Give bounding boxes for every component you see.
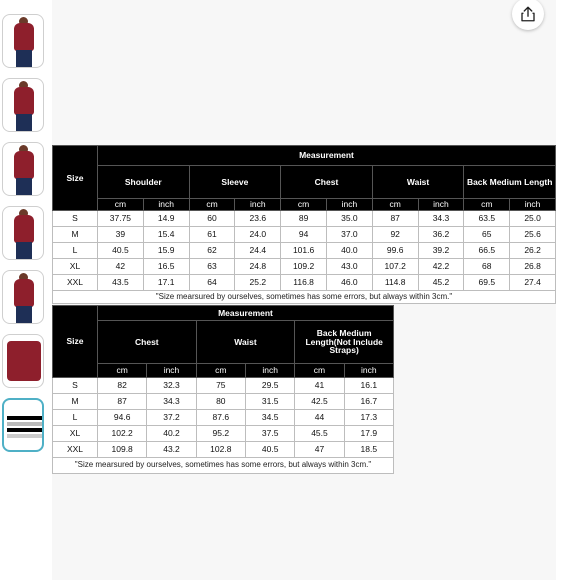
shirt-detail-image (7, 341, 41, 381)
mini-size-chart (7, 416, 43, 438)
value-cell: 16.7 (344, 394, 393, 410)
value-cell: 26.2 (510, 243, 556, 259)
measurement-header: Measurement (98, 306, 394, 321)
value-cell: 65 (464, 227, 510, 243)
value-cell: 114.8 (372, 275, 418, 291)
value-cell: 14.9 (143, 211, 189, 227)
value-cell: 63 (189, 259, 235, 275)
value-cell: 95.2 (196, 426, 245, 442)
size-chart-table-1 (52, 145, 556, 304)
column-header: Back Medium Length(Not Include Straps) (295, 321, 394, 364)
unit-header: inch (143, 199, 189, 211)
size-cell: S (53, 211, 98, 227)
value-cell: 109.2 (281, 259, 327, 275)
column-header: Sleeve (189, 166, 281, 199)
size-cell: L (53, 410, 98, 426)
size-header: Size (53, 146, 98, 211)
unit-header: cm (189, 199, 235, 211)
value-cell: 40.2 (147, 426, 196, 442)
unit-header: inch (326, 199, 372, 211)
value-cell: 27.4 (510, 275, 556, 291)
value-cell: 64 (189, 275, 235, 291)
value-cell: 42 (98, 259, 144, 275)
table-row (53, 227, 556, 243)
table-row (53, 426, 394, 442)
jeans-image (16, 114, 32, 131)
value-cell: 15.9 (143, 243, 189, 259)
value-cell: 32.3 (147, 378, 196, 394)
thumbnail-4[interactable] (2, 206, 44, 260)
value-cell: 42.5 (295, 394, 344, 410)
value-cell: 101.6 (281, 243, 327, 259)
value-cell: 18.5 (344, 442, 393, 458)
value-cell: 87.6 (196, 410, 245, 426)
value-cell: 40.0 (326, 243, 372, 259)
shirt-image (14, 279, 34, 307)
size-cell: S (53, 378, 98, 394)
value-cell: 94.6 (98, 410, 147, 426)
size-note: "Size mearsured by ourselves, sometimes has some errors, but always within 3cm." (53, 291, 556, 304)
size-cell: XL (53, 426, 98, 442)
value-cell: 25.0 (510, 211, 556, 227)
value-cell: 68 (464, 259, 510, 275)
shirt-image (14, 87, 34, 115)
table1-body (53, 211, 556, 291)
value-cell: 26.8 (510, 259, 556, 275)
column-header: Waist (372, 166, 464, 199)
thumbnail-strip (2, 14, 48, 462)
value-cell: 15.4 (143, 227, 189, 243)
value-cell: 82 (98, 378, 147, 394)
jeans-image (16, 50, 32, 67)
value-cell: 92 (372, 227, 418, 243)
unit-header: inch (418, 199, 464, 211)
value-cell: 47 (295, 442, 344, 458)
shirt-image (14, 151, 34, 179)
value-cell: 116.8 (281, 275, 327, 291)
measurement-header: Measurement (98, 146, 556, 166)
unit-header: cm (98, 364, 147, 378)
value-cell: 94 (281, 227, 327, 243)
value-cell: 25.6 (510, 227, 556, 243)
value-cell: 89 (281, 211, 327, 227)
value-cell: 43.5 (98, 275, 144, 291)
size-cell: XXL (53, 442, 98, 458)
size-cell: L (53, 243, 98, 259)
value-cell: 39.2 (418, 243, 464, 259)
value-cell: 62 (189, 243, 235, 259)
value-cell: 45.2 (418, 275, 464, 291)
value-cell: 24.0 (235, 227, 281, 243)
value-cell: 43.0 (326, 259, 372, 275)
value-cell: 102.8 (196, 442, 245, 458)
value-cell: 61 (189, 227, 235, 243)
unit-header: cm (295, 364, 344, 378)
value-cell: 45.5 (295, 426, 344, 442)
thumbnail-6[interactable] (2, 334, 44, 388)
value-cell: 34.5 (245, 410, 294, 426)
size-note: "Size mearsured by ourselves, sometimes has some errors, but always within 3cm." (53, 458, 394, 474)
column-header: Shoulder (98, 166, 190, 199)
value-cell: 39 (98, 227, 144, 243)
value-cell: 46.0 (326, 275, 372, 291)
value-cell: 25.2 (235, 275, 281, 291)
value-cell: 17.1 (143, 275, 189, 291)
value-cell: 37.0 (326, 227, 372, 243)
size-cell: M (53, 227, 98, 243)
value-cell: 36.2 (418, 227, 464, 243)
column-header: Back Medium Length (464, 166, 556, 199)
unit-header: inch (510, 199, 556, 211)
value-cell: 102.2 (98, 426, 147, 442)
value-cell: 40.5 (98, 243, 144, 259)
value-cell: 37.5 (245, 426, 294, 442)
unit-header: cm (281, 199, 327, 211)
column-header: Chest (98, 321, 197, 364)
unit-header: cm (464, 199, 510, 211)
value-cell: 107.2 (372, 259, 418, 275)
value-cell: 75 (196, 378, 245, 394)
value-cell: 42.2 (418, 259, 464, 275)
thumbnail-7-size-chart[interactable] (2, 398, 44, 452)
column-header: Chest (281, 166, 373, 199)
table-row (53, 378, 394, 394)
size-cell: XXL (53, 275, 98, 291)
thumbnail-1[interactable] (2, 14, 44, 68)
table2-body (53, 378, 394, 458)
value-cell: 16.5 (143, 259, 189, 275)
value-cell: 31.5 (245, 394, 294, 410)
value-cell: 17.9 (344, 426, 393, 442)
size-cell: XL (53, 259, 98, 275)
value-cell: 63.5 (464, 211, 510, 227)
value-cell: 34.3 (147, 394, 196, 410)
thumbnail-5[interactable] (2, 270, 44, 324)
value-cell: 29.5 (245, 378, 294, 394)
table-row (53, 410, 394, 426)
value-cell: 37.2 (147, 410, 196, 426)
value-cell: 80 (196, 394, 245, 410)
unit-header: inch (235, 199, 281, 211)
value-cell: 34.3 (418, 211, 464, 227)
value-cell: 37.75 (98, 211, 144, 227)
unit-header: cm (196, 364, 245, 378)
value-cell: 35.0 (326, 211, 372, 227)
unit-header: cm (372, 199, 418, 211)
value-cell: 60 (189, 211, 235, 227)
value-cell: 23.6 (235, 211, 281, 227)
value-cell: 87 (98, 394, 147, 410)
shirt-image (14, 215, 34, 243)
thumbnail-3[interactable] (2, 142, 44, 196)
value-cell: 109.8 (98, 442, 147, 458)
table-row (53, 243, 556, 259)
value-cell: 40.5 (245, 442, 294, 458)
size-chart-table-2 (52, 305, 394, 474)
value-cell: 43.2 (147, 442, 196, 458)
thumbnail-2[interactable] (2, 78, 44, 132)
size-header: Size (53, 306, 98, 378)
value-cell: 69.5 (464, 275, 510, 291)
value-cell: 24.8 (235, 259, 281, 275)
jeans-image (16, 178, 32, 195)
table-row (53, 211, 556, 227)
jeans-image (16, 306, 32, 323)
value-cell: 99.6 (372, 243, 418, 259)
column-header: Waist (196, 321, 295, 364)
table-row (53, 275, 556, 291)
table-row (53, 394, 394, 410)
unit-header: inch (245, 364, 294, 378)
unit-header: inch (344, 364, 393, 378)
value-cell: 24.4 (235, 243, 281, 259)
unit-header: inch (147, 364, 196, 378)
value-cell: 41 (295, 378, 344, 394)
value-cell: 17.3 (344, 410, 393, 426)
shirt-image (14, 23, 34, 51)
value-cell: 87 (372, 211, 418, 227)
value-cell: 16.1 (344, 378, 393, 394)
size-cell: M (53, 394, 98, 410)
unit-header: cm (98, 199, 144, 211)
value-cell: 66.5 (464, 243, 510, 259)
share-icon (519, 5, 537, 23)
table-row (53, 442, 394, 458)
jeans-image (16, 242, 32, 259)
value-cell: 44 (295, 410, 344, 426)
table-row (53, 259, 556, 275)
